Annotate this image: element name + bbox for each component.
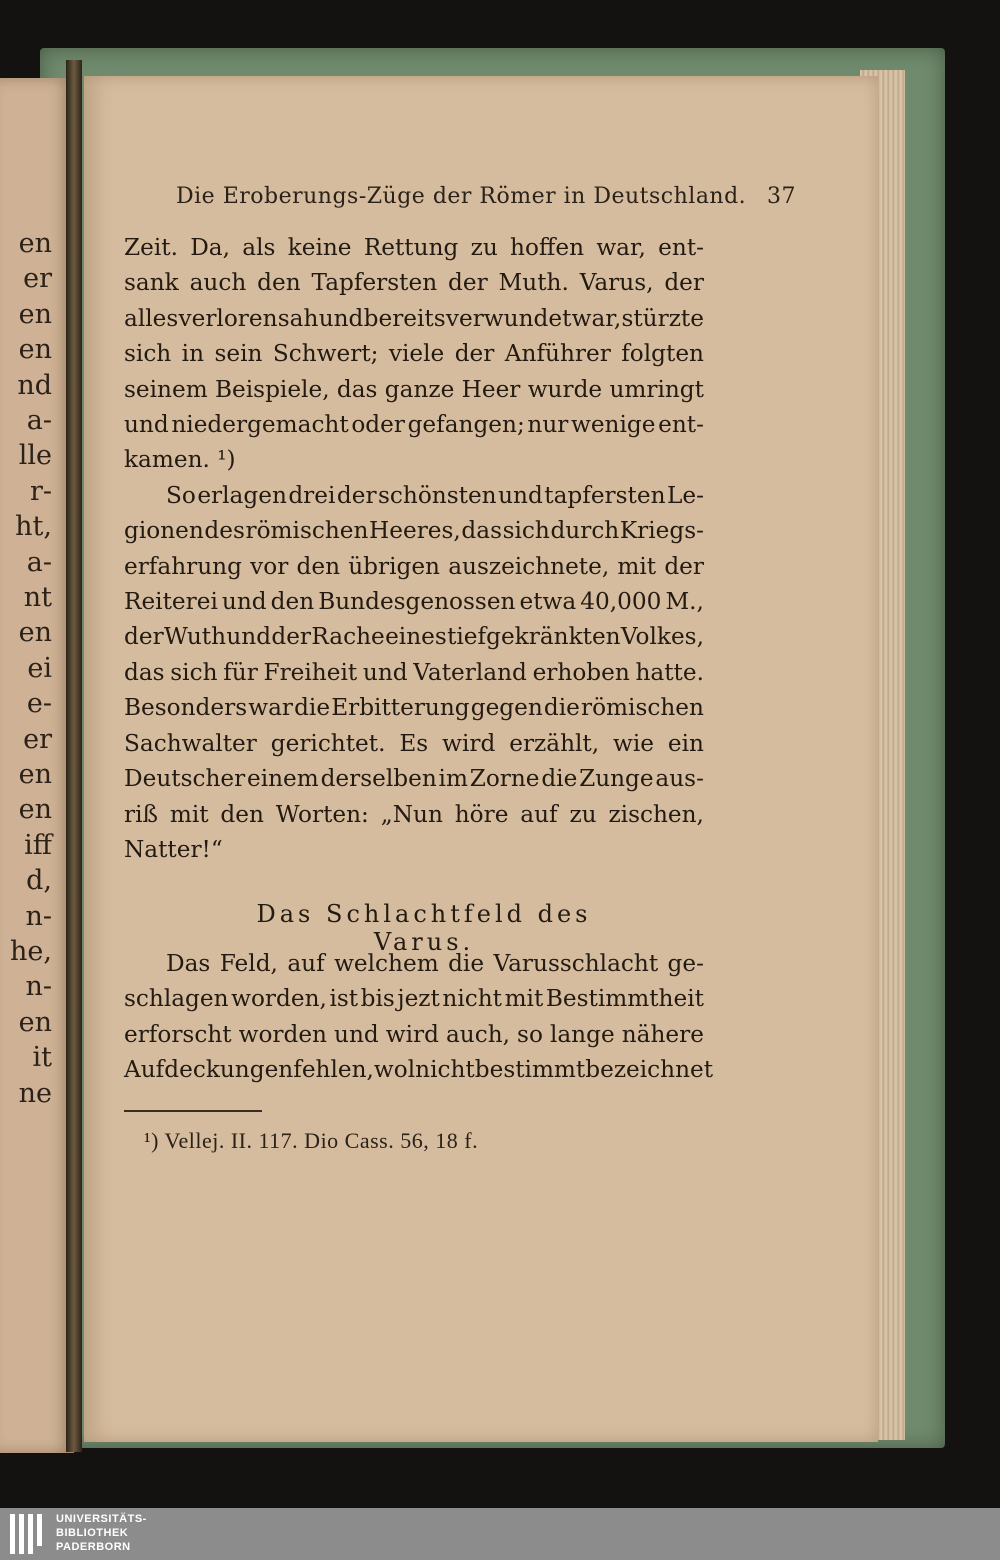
left-page-fragment: er: [23, 723, 52, 755]
text-line: riß mit den Worten: „Nun höre auf zu zischen,: [124, 800, 704, 828]
left-page: [0, 78, 74, 1453]
text-line: der Wuth und der Rache eines tiefgekränkten Volkes,: [124, 623, 704, 651]
page-number: 37: [767, 184, 796, 209]
footnote: ¹) Vellej. II. 117. Dio Cass. 56, 18 f.: [144, 1128, 479, 1153]
left-page-fragment: en: [18, 794, 52, 826]
text-line: So erlagen drei der schönsten und tapfersten Le-: [166, 481, 704, 509]
body-text: [124, 230, 704, 867]
text-line: sich in sein Schwert; viele der Anführer folgten: [124, 340, 704, 368]
left-page-fragment: n-: [25, 971, 52, 1003]
text-line: Natter!“: [124, 835, 223, 863]
library-logo-line: UNIVERSITÄTS-: [56, 1513, 147, 1525]
left-page-fragment: e-: [26, 688, 52, 720]
left-page-fragment: n-: [25, 900, 52, 932]
text-line: Besonders war die Erbitterung gegen die römischen: [124, 694, 704, 722]
library-logo-line: PADERBORN: [56, 1541, 131, 1553]
text-line: das sich für Freiheit und Vaterland erhoben hatte.: [124, 658, 704, 686]
left-page-fragment: iff: [24, 829, 52, 861]
left-page-fragment: en: [18, 298, 52, 330]
left-page-fragment: d,: [26, 865, 52, 897]
left-page-fragment: er: [23, 263, 52, 295]
library-logo-icon: [10, 1514, 52, 1554]
left-page-fragment: ht,: [15, 511, 52, 543]
left-page-fragment: a-: [26, 405, 52, 436]
left-page-fragment: ne: [18, 1077, 52, 1109]
text-line: Aufdeckungen fehlen, wol nicht bestimmt bezeichnet: [124, 1056, 714, 1084]
left-page-fragment: r-: [29, 475, 52, 507]
text-line: Reiterei und den Bundesgenossen etwa 40,000 M.,: [124, 588, 704, 616]
text-line: Zeit. Da, als keine Rettung zu hoffen war, ent-: [124, 234, 704, 261]
left-page-fragment: en: [18, 1006, 52, 1038]
section-heading: Das Schlachtfeld des Varus.: [256, 900, 592, 956]
left-page-fragment: it: [32, 1042, 52, 1074]
right-page: [84, 76, 878, 1442]
footnote-rule: [124, 1110, 262, 1112]
text-line: erforscht worden und wird auch, so lange nähere: [124, 1020, 704, 1048]
running-head-title: Die Eroberungs-Züge der Römer in Deutschland.: [176, 184, 747, 209]
text-line: gionen des römischen Heeres, das sich durch Kriegs-: [124, 517, 704, 545]
text-line: schlagen worden, ist bis jezt nicht mit Bestimmtheit: [124, 985, 704, 1013]
left-page-fragment: en: [18, 334, 52, 366]
left-page-fragment: a-: [26, 546, 52, 578]
text-line: und niedergemacht oder gefangen; nur wenige ent-: [124, 411, 704, 439]
left-page-fragment: en: [18, 228, 52, 259]
text-line: sank auch den Tapfersten der Muth. Varus, der: [124, 269, 704, 297]
text-line: seinem Beispiele, das ganze Heer wurde umringt: [124, 375, 704, 403]
left-page-fragment: lle: [18, 440, 52, 472]
book-spine: [66, 60, 82, 1452]
library-logo-line: BIBLIOTHEK: [56, 1527, 129, 1539]
left-page-fragment: nt: [23, 582, 52, 613]
text-line: Sachwalter gerichtet. Es wird erzählt, wie ein: [124, 729, 704, 757]
library-logo-text: [56, 1512, 147, 1554]
text-line: Das Feld, auf welchem die Varusschlacht ge-: [166, 950, 704, 977]
body-text-continued: [124, 946, 714, 1088]
library-footer: [0, 1508, 1000, 1560]
text-line: Deutscher einem derselben im Zorne die Zunge aus-: [124, 765, 704, 793]
left-page-fragment: ei: [27, 652, 52, 684]
text-line: erfahrung vor den übrigen auszeichnete, mit der: [124, 552, 704, 580]
running-head: [176, 184, 796, 209]
text-line: alles verloren sah und bereits verwundet war, stürzte: [124, 304, 704, 332]
left-page-fragment: he,: [10, 936, 52, 967]
left-page-fragment: en: [18, 617, 52, 649]
text-line: kamen. ¹): [124, 446, 236, 474]
left-page-fragment: en: [18, 759, 52, 790]
left-page-fragment: nd: [17, 369, 52, 401]
